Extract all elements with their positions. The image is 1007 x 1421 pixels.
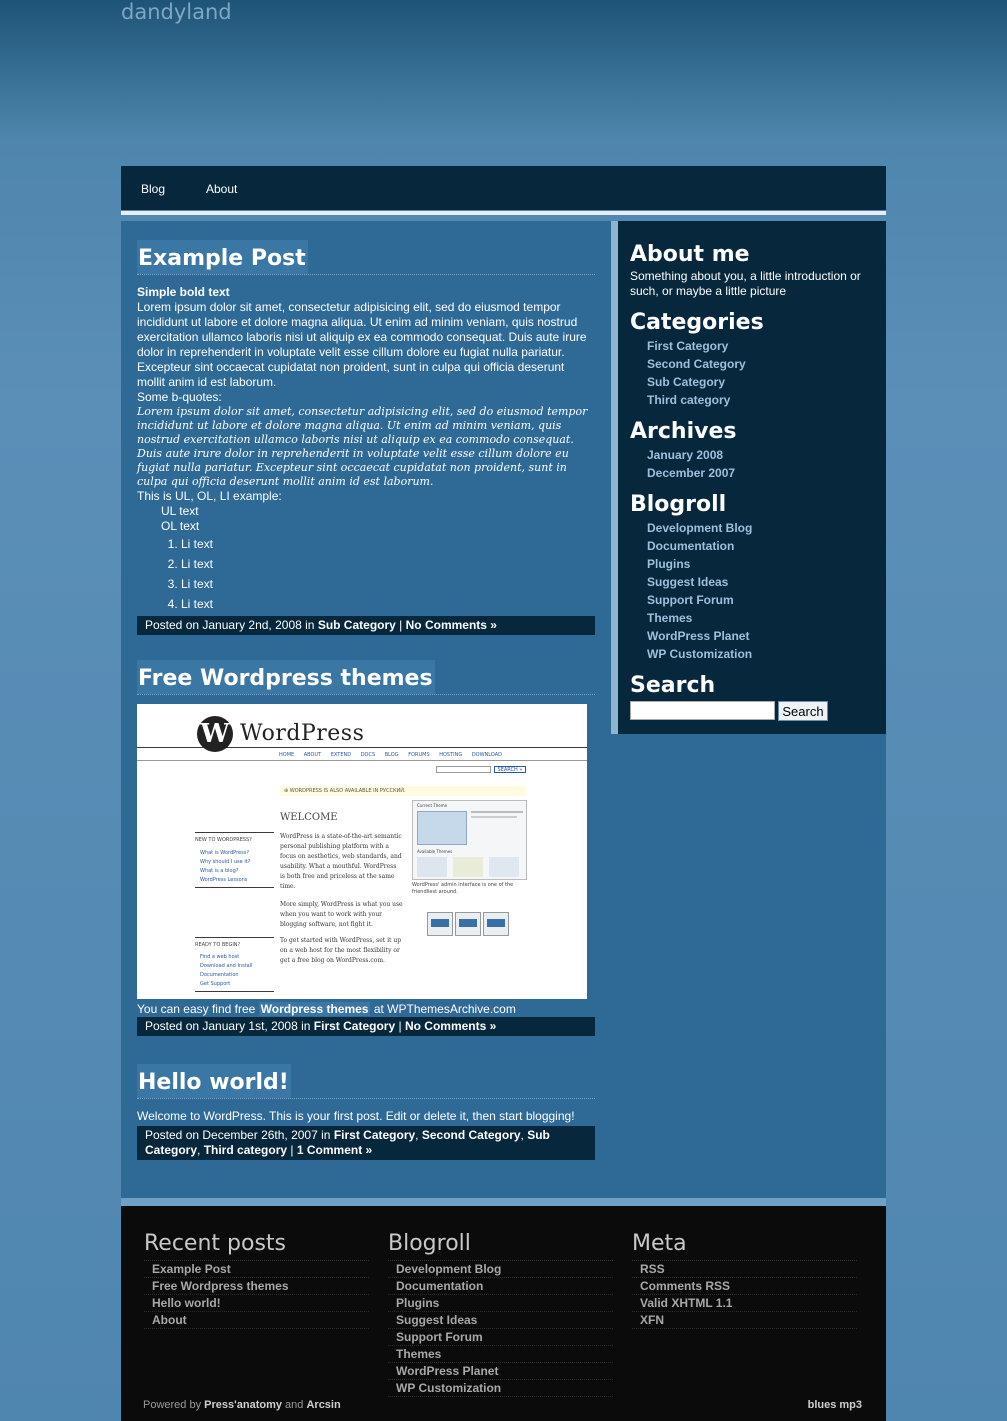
post-title[interactable]: Example Post	[137, 240, 308, 274]
recent-post-link[interactable]: Example Post	[144, 1261, 369, 1278]
post-caption: You can easy find free Wordpress themes at WPThemesArchive.com	[137, 1002, 516, 1016]
nav-item-about[interactable]: About	[206, 182, 238, 196]
meta-link[interactable]: RSS	[632, 1261, 857, 1278]
meta-category-link[interactable]: Third category	[203, 1143, 288, 1157]
footer-blogroll	[388, 1230, 613, 1397]
blogroll-link[interactable]: Support Forum	[647, 593, 734, 607]
list-label: This is UL, OL, LI example:	[137, 489, 282, 503]
post-title[interactable]: Hello world!	[137, 1064, 291, 1098]
sidebar	[618, 221, 886, 734]
blogroll-list	[630, 519, 874, 663]
wp-nav: HOME ABOUT EXTEND DOCS BLOG FORUMS HOSTING DOWNLOAD	[279, 752, 503, 758]
nav-item-blog[interactable]: Blog	[141, 182, 166, 196]
category-link[interactable]: Third category	[647, 393, 731, 407]
blogroll-link[interactable]: WP Customization	[647, 647, 753, 661]
meta-link[interactable]: XFN	[632, 1312, 857, 1329]
wp-logo-text: WordPress	[240, 721, 365, 746]
meta-date: Posted on January 2nd, 2008 in	[145, 618, 315, 632]
category-link[interactable]: First Category	[647, 339, 729, 353]
blogroll-link[interactable]: WordPress Planet	[388, 1363, 613, 1380]
content-bottom-border	[121, 1198, 886, 1206]
recent-post-link[interactable]: Hello world!	[144, 1295, 369, 1312]
main-navigation	[121, 166, 886, 210]
about-text: Something about you, a little introduction or such, or maybe a little picture	[630, 269, 861, 298]
meta-title: Meta	[632, 1231, 687, 1256]
nav-divider	[121, 211, 886, 215]
meta-comments-link[interactable]: No Comments »	[405, 618, 497, 632]
archive-link[interactable]: January 2008	[647, 448, 724, 462]
blogroll-link[interactable]: Development Blog	[388, 1261, 613, 1278]
search-title: Search	[630, 673, 716, 698]
wordpress-screenshot[interactable]: W WordPress HOME ABOUT EXTEND DOCS BLOG FORUMS HOSTING DOWNLOAD SEARCH » ⊕ WORDPRESS IS ALSO AVAILABLE IN РУССКИЙ. WELCOME WordPress is a state-of-the-art semantic personal publishing platform with a focus on aesthetics, web standards, and usability. What a mouthful. WordPress is both free and priceless at the same time. More simply, WordPress is what you use when you want to work with your blogging software, not fight it. To get started with WordPress, set it up on a web host for the most flexibility or get a free blog on WordPress.com. NEW TO WORDPRESS? What is WordPress? Why should I use it? What is a blog? WordPress Lessons READY TO BEGIN? Find a web host Download and Install Documentation Get Support Current Theme Available Themes WordPress' admin interface is one of the friendliest around.	[137, 704, 587, 999]
ol-text: OL text	[161, 519, 200, 533]
blogroll-link[interactable]: Plugins	[388, 1295, 613, 1312]
bquote-label: Some b-quotes:	[137, 390, 222, 404]
post-hello-world	[137, 1064, 595, 1160]
recent-post-link[interactable]: Free Wordpress themes	[144, 1278, 369, 1295]
category-link[interactable]: Second Category	[647, 357, 746, 371]
archive-link[interactable]: December 2007	[647, 466, 736, 480]
blogroll-link[interactable]: Suggest Ideas	[647, 575, 729, 589]
meta-date: Posted on December 26th, 2007 in	[145, 1128, 331, 1142]
meta-category-link[interactable]: Sub Category	[145, 1128, 550, 1157]
blogroll-link[interactable]: Themes	[647, 611, 693, 625]
wp-admin-preview: Current Theme Available Themes	[412, 800, 527, 880]
blogroll-link[interactable]: Documentation	[647, 539, 735, 553]
site-title[interactable]: dandyland	[121, 0, 232, 24]
wp-new-heading: NEW TO WORDPRESS?	[195, 837, 252, 843]
wp-search-input	[436, 766, 491, 773]
blogroll-title: Blogroll	[388, 1231, 471, 1256]
post-meta: Posted on January 2nd, 2008 in Sub Category | No Comments »	[137, 616, 595, 635]
wp-body-3: To get started with WordPress, set it up on a web host for the most flexibility or get a free blog on WordPress.com.	[280, 937, 402, 964]
footer-recent-posts	[144, 1230, 369, 1329]
recent-posts-title: Recent posts	[144, 1231, 287, 1256]
wp-body-1: WordPress is a state-of-the-art semantic personal publishing platform with a focus on aesthetics, web standards, and usability. What a mouthful. WordPress is both free and priceless at the same time.	[280, 833, 402, 890]
footer-meta	[632, 1230, 857, 1329]
meta-link[interactable]: Comments RSS	[632, 1278, 857, 1295]
blogroll-link[interactable]: Plugins	[647, 557, 691, 571]
pressanatomy-link[interactable]: Press'anatomy	[204, 1399, 282, 1411]
about-title: About me	[630, 242, 750, 267]
meta-link[interactable]: Valid XHTML 1.1	[632, 1295, 857, 1312]
title-rule	[137, 694, 595, 695]
archives-title: Archives	[630, 419, 737, 444]
blockquote: Lorem ipsum dolor sit amet, consectetur adipisicing elit, sed do eiusmod tempor incididunt ut labore et dolore magna aliqua. Ut enim ad minim veniam, quis nostrud exercitation ullamco laboris nisi ut aliquip ex ea commodo consequat. Duis aute irure dolor in reprehenderit in voluptate velit esse cillum dolore eu fugiat nulla pariatur. Excepteur sint occaecat cupidatat non proident, sunt in culpa qui officia deserunt mollit anim id est laborum.	[137, 405, 588, 488]
content-divider	[611, 221, 618, 734]
bold-heading: Simple bold text	[137, 285, 230, 299]
themes-link[interactable]: Wordpress themes	[260, 1002, 369, 1016]
blogroll-link[interactable]: Support Forum	[388, 1329, 613, 1346]
meta-comments-link[interactable]: No Comments »	[404, 1019, 497, 1033]
post-free-themes-footer	[137, 1002, 595, 1036]
wp-body-2: More simply, WordPress is what you use when you want to work with your blogging software, not fight it.	[280, 901, 403, 928]
powered-by: Powered by Press'anatomy and Arcsin	[143, 1399, 341, 1411]
category-link[interactable]: Sub Category	[647, 375, 726, 389]
blogroll-link[interactable]: WP Customization	[388, 1380, 613, 1397]
search-button[interactable]: Search	[778, 701, 828, 721]
search-form	[630, 700, 874, 722]
post-paragraph: Lorem ipsum dolor sit amet, consectetur adipisicing elit, sed do eiusmod tempor incididunt ut labore et dolore magna aliqua. Ut enim ad minim veniam, quis nostrud exercitation ullamco laboris nisi ut aliquip ex ea commodo consequat. Duis aute irure dolor in reprehenderit in voluptate velit esse cillum dolore eu fugiat nulla pariatur. Excepteur sint occaecat cupidatat non proident, sunt in culpa qui officia deserunt mollit anim id est laborum.	[137, 300, 587, 389]
arcsin-link[interactable]: Arcsin	[306, 1399, 341, 1411]
list-item: 3. Li text	[181, 574, 595, 594]
recent-post-link[interactable]: About	[144, 1312, 369, 1329]
categories-list	[630, 337, 874, 409]
post-free-themes	[137, 660, 595, 695]
wp-notice: ⊕ WORDPRESS IS ALSO AVAILABLE IN РУССКИЙ.	[280, 786, 526, 796]
wp-search-button: SEARCH »	[494, 766, 526, 773]
post-example	[137, 240, 595, 635]
blogroll-link[interactable]: Suggest Ideas	[388, 1312, 613, 1329]
meta-date: Posted on January 1st, 2008 in	[145, 1019, 311, 1033]
ul-text: UL text	[161, 504, 199, 518]
categories-title: Categories	[630, 310, 764, 335]
blogroll-link[interactable]: WordPress Planet	[647, 629, 750, 643]
list-item: 1. Li text	[181, 534, 595, 554]
wp-welcome: WELCOME	[280, 812, 338, 823]
content-background	[611, 734, 886, 1198]
blogroll-link[interactable]: Documentation	[388, 1278, 613, 1295]
title-rule	[137, 274, 595, 275]
wp-ready-heading: READY TO BEGIN?	[195, 942, 241, 948]
search-input[interactable]	[630, 701, 775, 720]
footer-right-link	[808, 1399, 862, 1411]
post-meta: Posted on December 26th, 2007 in First Category, Second Category, Sub Category, Third category | 1 Comment »	[137, 1126, 595, 1160]
meta-category-link[interactable]: Sub Category	[317, 618, 396, 632]
meta-category-link[interactable]: First Category	[333, 1128, 416, 1142]
wordpress-logo-icon: W	[197, 716, 233, 752]
post-meta: Posted on January 1st, 2008 in First Category | No Comments »	[137, 1017, 595, 1036]
list-item: 4. Li text	[181, 594, 595, 614]
archives-list	[630, 446, 874, 482]
list-item: 2. Li text	[181, 554, 595, 574]
title-rule	[137, 1098, 595, 1099]
meta-comments-link[interactable]: 1 Comment »	[296, 1143, 373, 1157]
post-paragraph: Welcome to WordPress. This is your first post. Edit or delete it, then start blogging!	[137, 1109, 575, 1123]
meta-category-link[interactable]: Second Category	[421, 1128, 521, 1142]
footer	[121, 1206, 886, 1421]
blues-mp3-link[interactable]: blues mp3	[807, 1399, 862, 1411]
post-title[interactable]: Free Wordpress themes	[137, 660, 435, 694]
blogroll-title: Blogroll	[630, 492, 727, 517]
blogroll-link[interactable]: Development Blog	[647, 521, 753, 535]
blogroll-link[interactable]: Themes	[388, 1346, 613, 1363]
wp-caption: WordPress' admin interface is one of the friendliest around.	[412, 882, 514, 895]
meta-category-link[interactable]: First Category	[313, 1019, 396, 1033]
